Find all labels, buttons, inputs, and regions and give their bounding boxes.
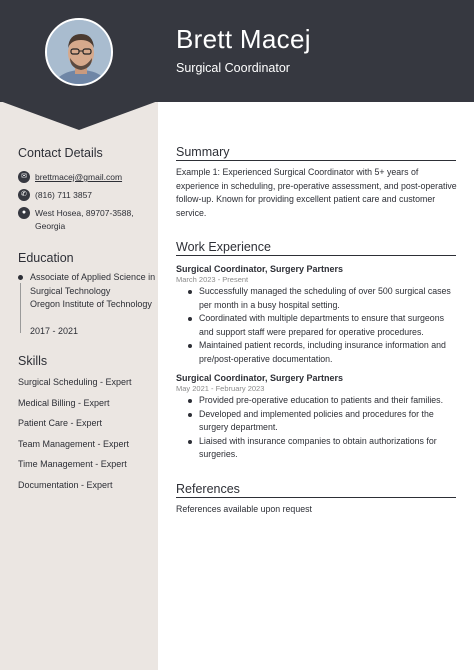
skills-section xyxy=(18,354,150,504)
education-heading: Education xyxy=(18,251,74,265)
phone-text: (816) 711 3857 xyxy=(35,190,93,200)
timeline-dot xyxy=(18,275,23,280)
references-text: References available upon request xyxy=(176,504,312,514)
education-section xyxy=(18,251,156,341)
candidate-name: Brett Macej xyxy=(176,24,311,54)
job-bullet: Coordinated with multiple departments to ensure that surgeons and support staff were prepared for operative procedures. xyxy=(199,312,461,339)
job-dates: May 2021 - February 2023 xyxy=(176,384,265,393)
mail-icon: ✉ xyxy=(18,171,30,183)
education-years: 2017 - 2021 xyxy=(30,326,79,336)
summary-text: Example 1: Experienced Surgical Coordinator with 5+ years of experience in scheduling, pre-operative assessment, and post-operative follow-up. Known for providing excellent patient care and customer service. xyxy=(176,167,457,218)
education-school: Oregon Institute of Technology xyxy=(30,299,152,309)
skill-item: Medical Billing - Expert xyxy=(18,398,110,408)
summary-heading: Summary xyxy=(176,145,230,159)
education-degree: Associate of Applied Science in Surgical Technology xyxy=(30,272,156,296)
section-divider xyxy=(176,255,456,256)
job-bullet: Successfully managed the scheduling of over 500 surgical cases per month in a busy hospital setting. xyxy=(199,285,461,312)
phone-icon: ✆ xyxy=(18,189,30,201)
section-divider xyxy=(176,160,456,161)
job-dates: March 2023 - Present xyxy=(176,275,249,284)
address-text: West Hosea, 89707-3588, Georgia xyxy=(35,208,134,231)
skills-heading: Skills xyxy=(18,354,48,368)
skill-item: Documentation - Expert xyxy=(18,480,113,490)
section-divider xyxy=(176,497,456,498)
job-bullets xyxy=(199,394,461,462)
email-link[interactable]: brettmacej@gmail.com xyxy=(35,172,123,182)
skill-item: Patient Care - Expert xyxy=(18,418,103,428)
skill-item: Team Management - Expert xyxy=(18,439,130,449)
contact-address-row xyxy=(18,207,150,233)
references-heading: References xyxy=(176,482,240,496)
job-bullet: Liaised with insurance companies to obtain authorizations for surgeries. xyxy=(199,435,461,462)
location-pin-icon: ● xyxy=(18,207,30,219)
job-bullet: Developed and implemented policies and procedures for the surgery department. xyxy=(199,408,461,435)
header-chevron xyxy=(0,101,158,131)
job-title: Surgical Coordinator, Surgery Partners xyxy=(176,264,344,274)
timeline-line xyxy=(20,283,21,333)
skill-item: Surgical Scheduling - Expert xyxy=(18,377,132,387)
avatar xyxy=(45,18,113,86)
job-title: Surgical Coordinator, Surgery Partners xyxy=(176,373,344,383)
contact-heading: Contact Details xyxy=(18,146,103,160)
job-bullet: Provided pre-operative education to patients and their families. xyxy=(199,394,461,408)
work-experience-heading: Work Experience xyxy=(176,240,271,254)
job-bullets xyxy=(199,285,461,367)
contact-email-row xyxy=(18,171,122,184)
contact-phone-row xyxy=(18,189,92,202)
job-bullet: Maintained patient records, including insurance information and pre/post-operative documentation. xyxy=(199,339,461,366)
contact-section xyxy=(18,146,150,231)
skill-item: Time Management - Expert xyxy=(18,459,127,469)
candidate-job-title: Surgical Coordinator xyxy=(176,61,290,75)
education-entry xyxy=(18,271,156,341)
